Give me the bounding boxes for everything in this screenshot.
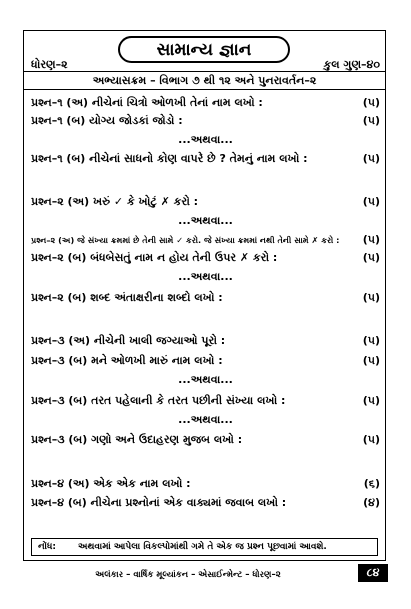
question-marks: (૫) xyxy=(362,334,380,347)
or-separator: ...અથવા... xyxy=(178,214,233,227)
note-box xyxy=(31,538,378,556)
note-text: અથવામાં આપેલા વિકલ્પોમાંથી ગમે તે એક જ પ્રશ્ન પૂછવામાં આવશે. xyxy=(78,542,327,552)
divider xyxy=(23,89,386,90)
question-marks: (૫) xyxy=(362,152,380,165)
question-text: પ્રશ્ન–૨ (બ) બંધબેસતું નામ ન હોય તેની ઉપર ✗ કરો : xyxy=(31,251,278,264)
question-text: પ્રશ્ન–૩ (બ) ગણો અને ઉદાહરણ મુજબ લખો : xyxy=(31,433,243,446)
question-text: પ્રશ્ન–૧ (બ) નીચેનાં સાધનો કોણ વાપરે છે ? તેમનું નામ લખો : xyxy=(31,152,308,165)
question-text: પ્રશ્ન–૩ (અ) નીચેની ખાલી જગ્યાઓ પૂરો : xyxy=(31,334,226,347)
syllabus-line: અભ્યાસક્રમ – વિભાગ ૭ થી ૧૨ અને પુનરાવર્તન–૨ xyxy=(92,74,317,87)
footer-text: અલંકાર – વાર્ષિક મૂલ્યાંકન – એસાઈન્મેન્ટ – ધોરણ–૨ xyxy=(95,570,281,580)
question-text: પ્રશ્ન–૪ (અ) એક એક નામ લખો : xyxy=(31,477,191,490)
question-marks: (૫) xyxy=(362,96,380,109)
page-number: ૮૪ xyxy=(358,564,388,582)
question-marks: (૪) xyxy=(363,496,380,509)
page-title: સામાન્ય જ્ઞાન xyxy=(118,36,290,63)
question-marks: (૫) xyxy=(362,114,380,127)
or-separator: ...અથવા... xyxy=(178,413,233,426)
question-marks: (૫) xyxy=(362,433,380,446)
question-marks: (૫) xyxy=(362,354,380,367)
or-separator: ...અથવા... xyxy=(178,270,233,283)
total-marks-label: કુલ ગુણ–૪૦ xyxy=(323,58,380,71)
standard-label: ધોરણ–૨ xyxy=(31,58,68,71)
question-marks: (૫) xyxy=(362,394,380,407)
question-text: પ્રશ્ન–૩ (બ) મને ઓળખી મારું નામ લખો : xyxy=(31,354,223,367)
or-separator: ...અથવા... xyxy=(178,373,233,386)
note-label: નોંધ: xyxy=(38,542,56,552)
question-marks: (૫) xyxy=(362,251,380,264)
question-text: પ્રશ્ન–૧ (અ) નીચેનાં ચિત્રો ઓળખી તેનાં નામ લખો : xyxy=(31,96,263,109)
question-text: પ્રશ્ન–૨ (અ) ખરું ✓ કે ખોટું ✗ કરો : xyxy=(31,195,199,208)
question-text: પ્રશ્ન–૨ (અ) જે સંખ્યા ક્રમમાં છે તેની સામે ✓ કરો. જે સંખ્યા ક્રમમાં નથી તેની સામે ✗ કરો : xyxy=(31,235,340,245)
divider xyxy=(23,71,386,72)
or-separator: ...અથવા... xyxy=(178,133,233,146)
question-marks: (૬) xyxy=(363,477,380,490)
question-marks: (૫) xyxy=(362,195,380,208)
question-text: પ્રશ્ન–૧ (બ) યોગ્ય જોડકાં જોડો : xyxy=(31,114,183,127)
question-text: પ્રશ્ન–૩ (બ) તરત પહેલાની કે તરત પછીની સંખ્યા લખો : xyxy=(31,394,286,407)
question-text: પ્રશ્ન–૪ (બ) નીચેના પ્રશ્નોનાં એક વાક્યમાં જવાબ લખો : xyxy=(31,496,287,509)
question-marks: (૫) xyxy=(362,291,380,304)
question-marks: (૫) xyxy=(362,233,380,246)
question-text: પ્રશ્ન–૨ (બ) શબ્દ અંતાક્ષરીના શબ્દો લખો : xyxy=(31,291,223,304)
